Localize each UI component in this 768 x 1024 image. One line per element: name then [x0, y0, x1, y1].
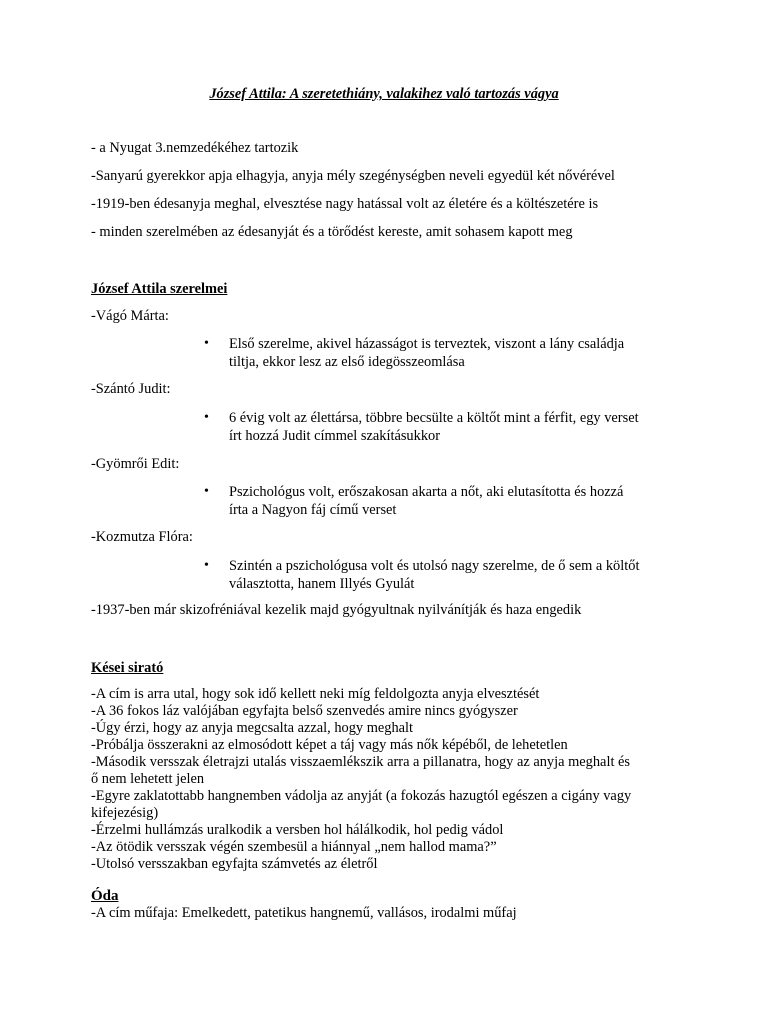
kesei-heading: Kései sirató [91, 660, 164, 676]
kesei-line: -Egyre zaklatottabb hangnemben vádolja az anyját (a fokozás hazugtól egészen a cigány vagy [91, 788, 632, 804]
love-description [229, 483, 689, 519]
oda-heading: Óda [91, 888, 119, 904]
kesei-line: -Érzelmi hullámzás uralkodik a versben hol hálálkodik, hol pedig vádol [91, 822, 504, 838]
intro-line: -1919-ben édesanyja meghal, elvesztése nagy hatással volt az életére és a költészetére is [91, 196, 599, 212]
love-description-line: írta a Nagyon fáj című verset [229, 502, 397, 518]
oda-line: -A cím műfaja: Emelkedett, patetikus hangnemű, vallásos, irodalmi műfaj [91, 905, 517, 921]
kesei-line: -Próbálja összerakni az elmosódott képet a táj vagy más nők képéből, de lehetetlen [91, 737, 568, 753]
bullet-icon: • [204, 336, 209, 351]
kesei-line: -Az ötödik versszak végén szembesül a hiánnyal „nem hallod mama?” [91, 839, 497, 855]
document-title: József Attila: A szeretethiány, valakihez való tartozás vágya [209, 86, 559, 102]
kesei-line: ő nem lehetett jelen [91, 771, 205, 787]
intro-line: -Sanyarú gyerekkor apja elhagyja, anyja mély szegénységben neveli egyedül két nővérével [91, 168, 615, 184]
kesei-line: kifejezésig) [91, 805, 159, 821]
kesei-line: -Úgy érzi, hogy az anyja megcsalta azzal, hogy meghalt [91, 720, 414, 736]
intro-line: - minden szerelmében az édesanyját és a törődést kereste, amit sohasem kapott meg [91, 224, 573, 240]
bullet-icon: • [204, 410, 209, 425]
love-description-line: Szintén a pszichológusa volt és utolsó nagy szerelme, de ő sem a költőt [229, 558, 640, 574]
love-description-line: Pszichológus volt, erőszakosan akarta a nőt, aki elutasította és hozzá [229, 484, 624, 500]
loves-end-line: -1937-ben már skizofréniával kezelik majd gyógyultnak nyilvánítják és haza engedik [91, 602, 582, 618]
kesei-line: -Második versszak életrajzi utalás visszaemlékszik arra a pillanatra, hogy az anyja meghalt és [91, 754, 631, 770]
kesei-line: -A cím is arra utal, hogy sok idő kellett neki míg feldolgozta anyja elvesztését [91, 686, 540, 702]
love-name: -Szántó Judit: [91, 381, 171, 397]
kesei-line: -A 36 fokos láz valójában egyfajta belső szenvedés amire nincs gyógyszer [91, 703, 518, 719]
kesei-line: -Utolsó versszakban egyfajta számvetés az életről [91, 856, 378, 872]
love-description-line: tiltja, ekkor lesz az első idegösszeomlása [229, 354, 465, 370]
love-description-line: választotta, hanem Illyés Gyulát [229, 576, 415, 592]
love-description-line: írt hozzá Judit címmel szakításukkor [229, 428, 441, 444]
love-description-line: 6 évig volt az élettársa, többre becsülte a költőt mint a férfit, egy verset [229, 410, 639, 426]
intro-line: - a Nyugat 3.nemzedékéhez tartozik [91, 140, 299, 156]
love-description [229, 557, 689, 593]
bullet-icon: • [204, 484, 209, 499]
love-name: -Gyömrői Edit: [91, 456, 180, 472]
loves-heading: József Attila szerelmei [91, 281, 228, 297]
love-description [229, 409, 689, 445]
love-name: -Kozmutza Flóra: [91, 529, 193, 545]
love-description-line: Első szerelme, akivel házasságot is terveztek, viszont a lány családja [229, 336, 625, 352]
love-description [229, 335, 689, 371]
love-name: -Vágó Márta: [91, 308, 169, 324]
bullet-icon: • [204, 558, 209, 573]
